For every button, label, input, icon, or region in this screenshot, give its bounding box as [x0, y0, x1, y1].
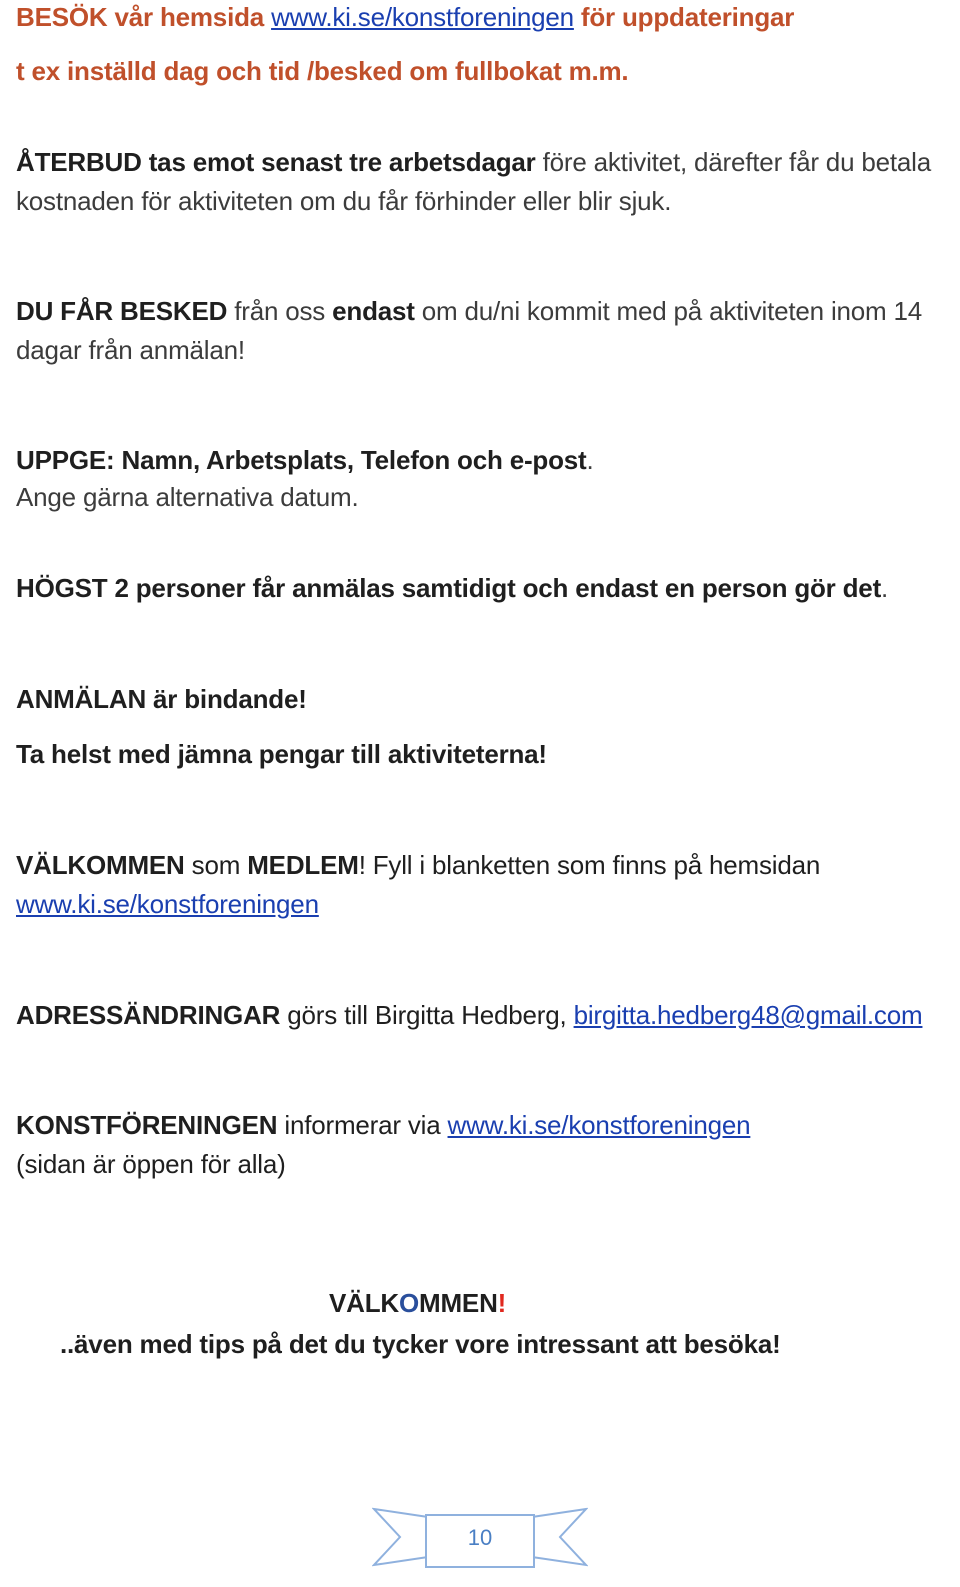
valkommen-text-1: som — [184, 850, 248, 880]
adress-line — [16, 1000, 922, 1030]
updates-info-line: t ex inställd dag och tid /besked om fullbokat m.m. — [16, 56, 629, 86]
anmalan-line: ANMÄLAN är bindande! — [16, 684, 307, 714]
besked-text-1: från oss — [227, 296, 333, 326]
page-number: 10 — [467, 1525, 493, 1550]
aterbud-rest: före aktivitet, därefter får du betala — [535, 147, 931, 177]
besked-line-1 — [16, 296, 922, 326]
besked-line-2: dagar från anmälan! — [16, 335, 245, 365]
konstforeningen-line-1 — [16, 1110, 750, 1140]
uppge-bold: UPPGE: Namn, Arbetsplats, Telefon och e-post — [16, 445, 587, 475]
konstforeningen-link[interactable]: www.ki.se/konstforeningen — [447, 1110, 751, 1140]
email-link[interactable]: birgitta.hedberg48@gmail.com — [573, 1000, 923, 1030]
valkommen-medlem-line — [16, 850, 820, 880]
page-number-badge — [372, 1505, 588, 1569]
membership-website-link[interactable]: www.ki.se/konstforeningen — [16, 889, 319, 919]
uppge-dot: . — [586, 445, 594, 475]
hogst-dot: . — [881, 573, 889, 603]
visit-prefix: BESÖK vår hemsida — [16, 2, 272, 32]
uppge-line-2: Ange gärna alternativa datum. — [16, 482, 359, 512]
adress-text: görs till Birgitta Hedberg, — [280, 1000, 574, 1030]
website-link[interactable]: www.ki.se/konstforeningen — [271, 2, 574, 32]
welcome-part-b: MMEN — [419, 1288, 498, 1318]
welcome-part-a: VÄLK — [329, 1288, 399, 1318]
valkommen-text-2: ! Fyll i blanketten som finns på hemsidan — [358, 850, 821, 880]
visit-suffix: för uppdateringar — [573, 2, 795, 32]
uppge-line-1 — [16, 445, 594, 475]
konstforeningen-bold: KONSTFÖRENINGEN — [16, 1110, 278, 1140]
medlem-bold: MEDLEM — [247, 850, 359, 880]
closing-welcome — [329, 1288, 506, 1318]
visit-website-line — [16, 2, 794, 32]
welcome-letter-o: O — [398, 1288, 420, 1318]
closing-tips: ..även med tips på det du tycker vore intressant att besöka! — [60, 1329, 781, 1359]
besked-bold-1: DU FÅR BESKED — [16, 296, 228, 326]
adress-bold: ADRESSÄNDRINGAR — [16, 1000, 281, 1030]
besked-text-2: om du/ni kommit med på aktiviteten inom 14 — [414, 296, 923, 326]
besked-bold-2: endast — [332, 296, 415, 326]
hogst-text: HÖGST 2 personer får anmälas samtidigt och endast en person gör det — [16, 573, 882, 603]
aterbud-line-2: kostnaden för aktiviteten om du får förhinder eller blir sjuk. — [16, 186, 672, 216]
hogst-line — [16, 573, 888, 603]
konstforeningen-text: informerar via — [277, 1110, 448, 1140]
valkommen-bold: VÄLKOMMEN — [16, 850, 185, 880]
valkommen-link-line — [16, 889, 319, 919]
pengar-line: Ta helst med jämna pengar till aktiviteterna! — [16, 739, 547, 769]
aterbud-bold: ÅTERBUD tas emot senast tre arbetsdagar — [16, 147, 536, 177]
welcome-exclamation: ! — [497, 1288, 507, 1318]
aterbud-line-1 — [16, 147, 931, 177]
konstforeningen-line-2: (sidan är öppen för alla) — [16, 1149, 286, 1179]
